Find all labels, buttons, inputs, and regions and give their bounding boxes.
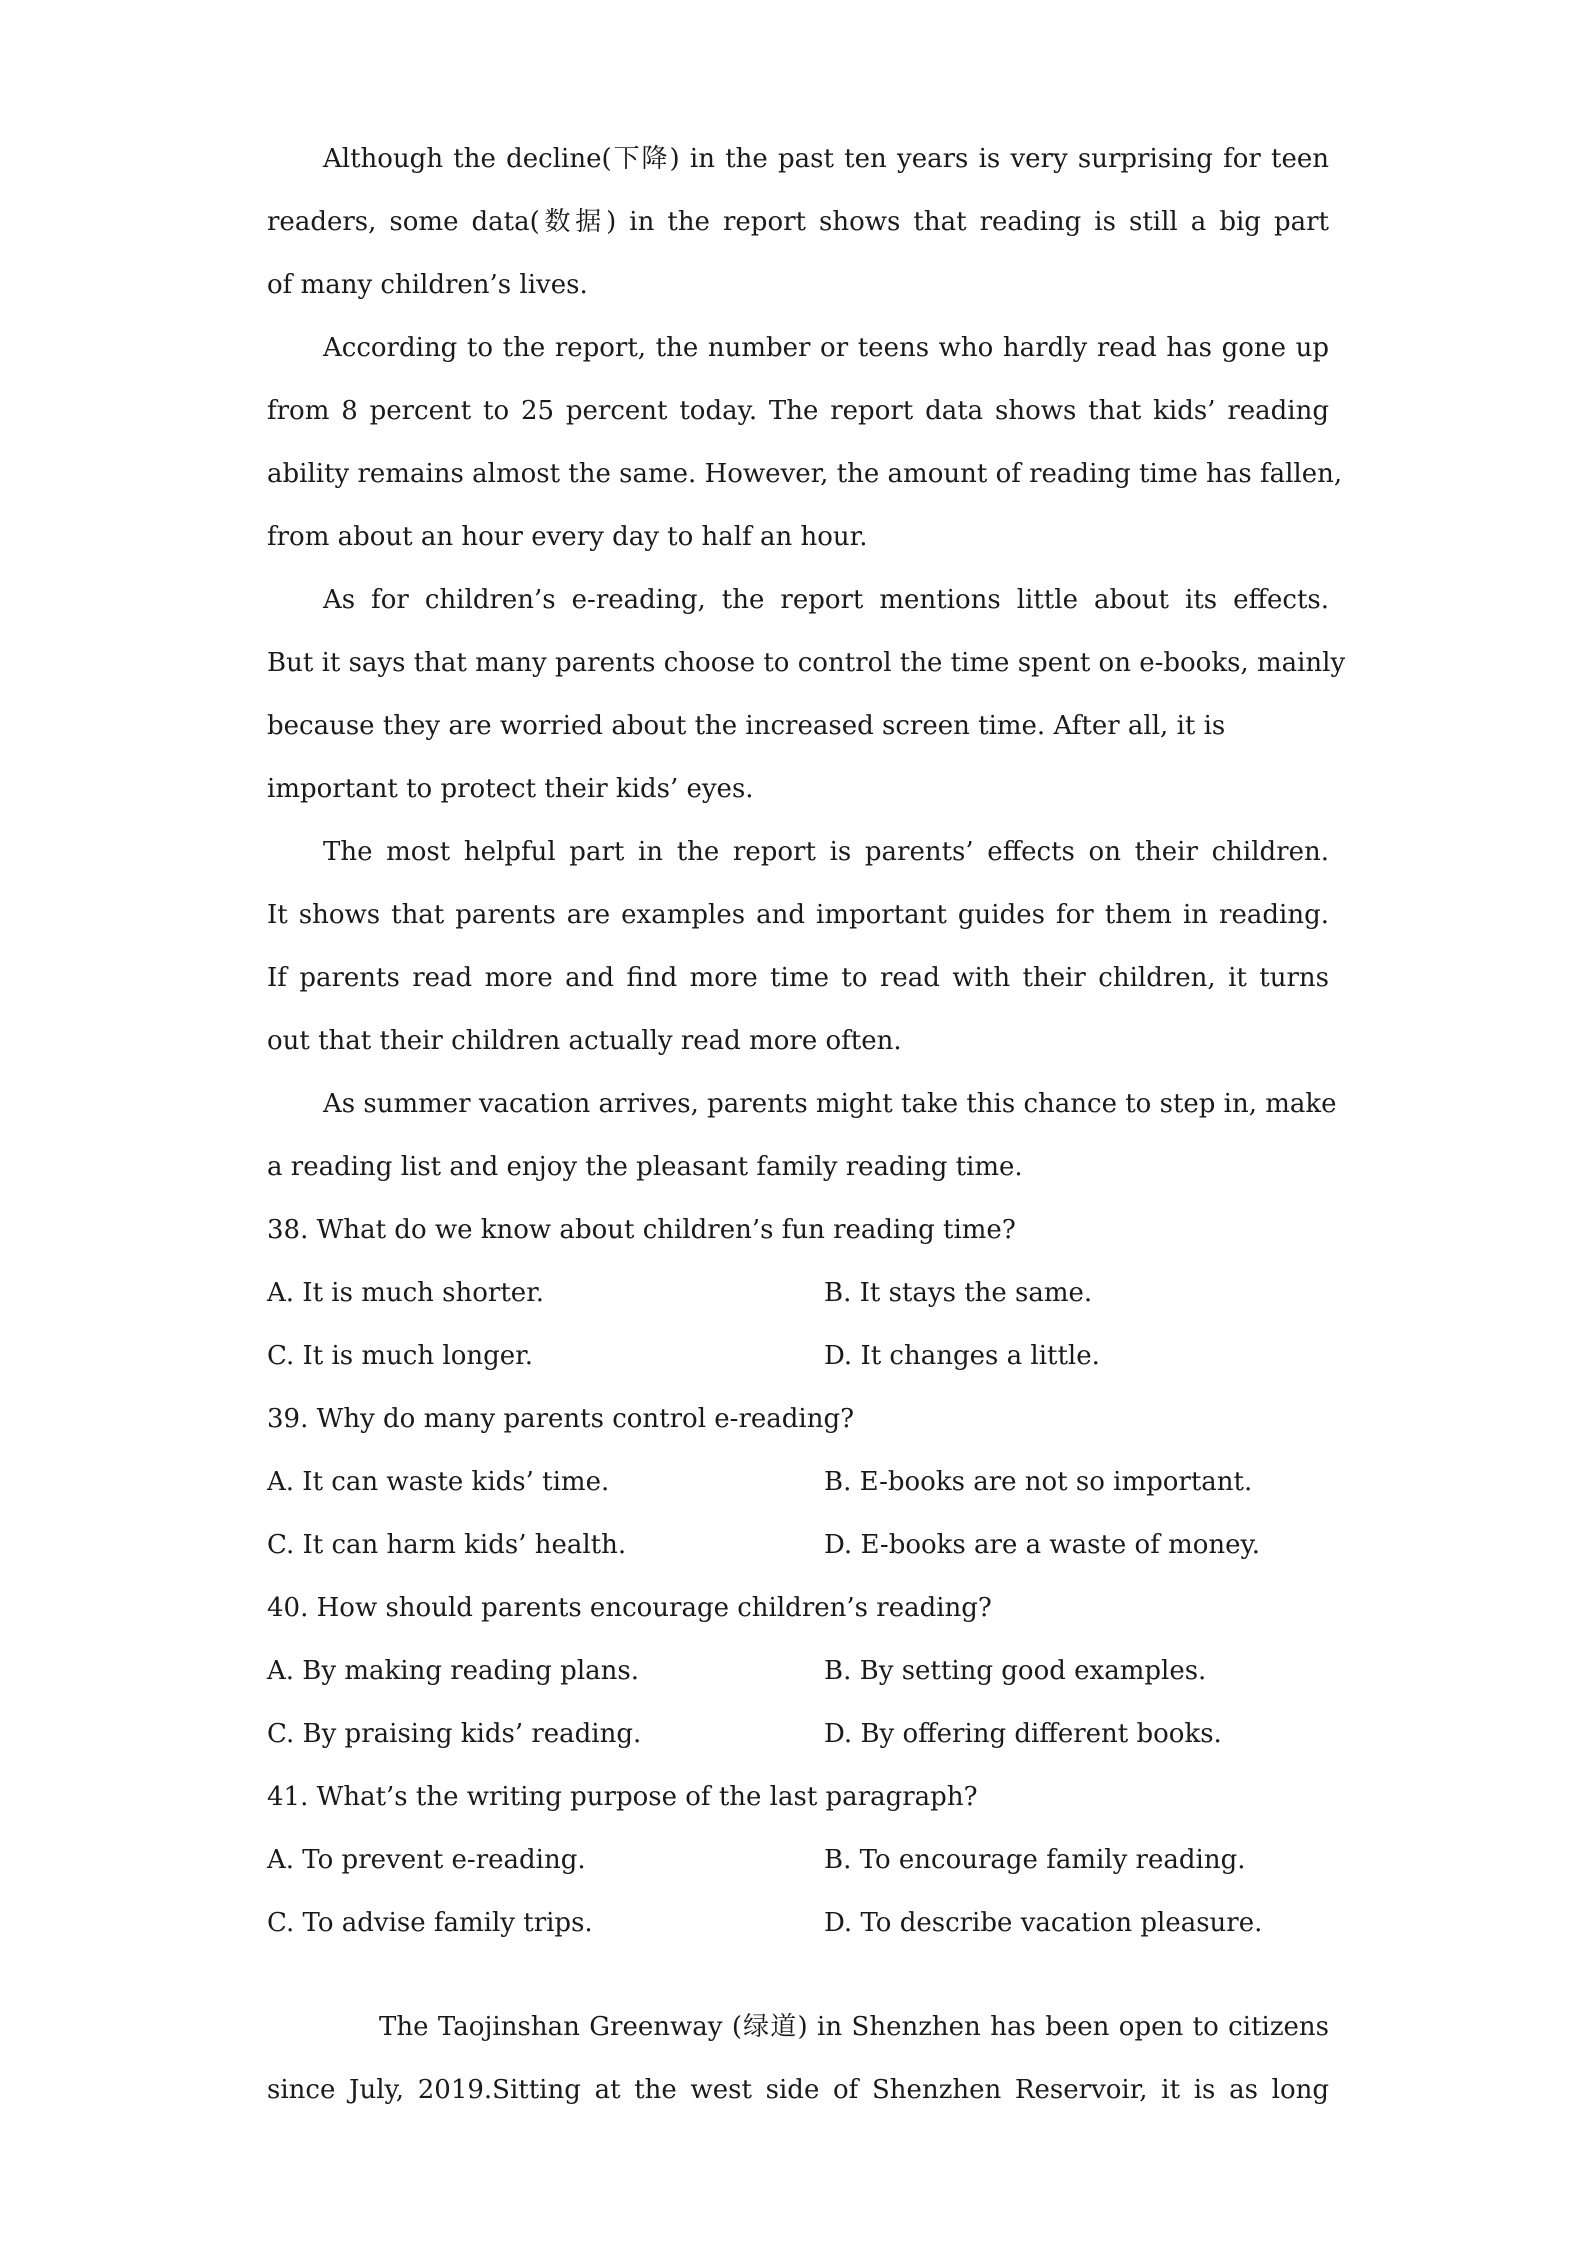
section-gap bbox=[267, 1955, 1329, 1996]
question-stem: 38. What do we know about children’s fun reading time? bbox=[267, 1215, 1016, 1245]
text-line: As summer vacation arrives, parents might take this chance to step in, make bbox=[323, 1089, 1337, 1119]
option-d: D. By offering different books. bbox=[824, 1719, 1222, 1749]
question-41 bbox=[267, 1766, 1329, 1955]
option-row bbox=[267, 1892, 1329, 1955]
option-d: D. E-books are a waste of money. bbox=[824, 1530, 1261, 1560]
option-row bbox=[267, 1262, 1329, 1325]
text-line: from about an hour every day to half an hour. bbox=[267, 522, 868, 552]
option-row bbox=[267, 1640, 1329, 1703]
option-d: D. It changes a little. bbox=[824, 1341, 1100, 1371]
question-stem: 39. Why do many parents control e-reading? bbox=[267, 1404, 855, 1434]
paragraph-1 bbox=[267, 128, 1329, 317]
text-line: But it says that many parents choose to control the time spent on e-books, mainly bbox=[267, 648, 1346, 678]
document-page bbox=[267, 128, 1346, 2122]
text-line: ability remains almost the same. However, the amount of reading time has fallen, bbox=[267, 459, 1343, 489]
question-stem: 40. How should parents encourage children’s reading? bbox=[267, 1593, 992, 1623]
option-c: C. By praising kids’ reading. bbox=[267, 1719, 642, 1749]
option-a: A. It is much shorter. bbox=[267, 1278, 545, 1308]
option-a: A. By making reading plans. bbox=[267, 1656, 639, 1686]
text-line: a reading list and enjoy the pleasant family reading time. bbox=[267, 1152, 1023, 1182]
passage-2 bbox=[267, 1996, 1329, 2122]
text-line: readers, some data(数据) in the report shows that reading is still a big part bbox=[267, 207, 1329, 237]
option-row bbox=[267, 1451, 1329, 1514]
text-line: It shows that parents are examples and important guides for them in reading. bbox=[267, 900, 1329, 930]
option-a: A. To prevent e-reading. bbox=[267, 1845, 586, 1875]
question-40 bbox=[267, 1577, 1329, 1766]
option-d: D. To describe vacation pleasure. bbox=[824, 1908, 1263, 1938]
text-line: of many children’s lives. bbox=[267, 270, 588, 300]
question-39 bbox=[267, 1388, 1329, 1577]
paragraph-2 bbox=[267, 317, 1343, 569]
paragraph-4 bbox=[267, 821, 1329, 1073]
text-line: As for children’s e-reading, the report mentions little about its effects. bbox=[323, 585, 1329, 615]
option-c: C. It is much longer. bbox=[267, 1341, 533, 1371]
text-line: since July, 2019.Sitting at the west side of Shenzhen Reservoir, it is as long bbox=[267, 2075, 1329, 2105]
option-row bbox=[267, 1325, 1329, 1388]
option-b: B. To encourage family reading. bbox=[824, 1845, 1246, 1875]
option-c: C. It can harm kids’ health. bbox=[267, 1530, 627, 1560]
option-a: A. It can waste kids’ time. bbox=[267, 1467, 610, 1497]
text-line: because they are worried about the increased screen time. After all, it is bbox=[267, 711, 1226, 741]
text-line: According to the report, the number or teens who hardly read has gone up bbox=[323, 333, 1329, 363]
option-row bbox=[267, 1703, 1329, 1766]
text-line: Although the decline(下降) in the past ten years is very surprising for teen bbox=[323, 144, 1329, 174]
option-row bbox=[267, 1514, 1329, 1577]
question-38 bbox=[267, 1199, 1329, 1388]
text-line: out that their children actually read more often. bbox=[267, 1026, 902, 1056]
option-b: B. It stays the same. bbox=[824, 1278, 1093, 1308]
option-b: B. By setting good examples. bbox=[824, 1656, 1207, 1686]
text-line: The most helpful part in the report is parents’ effects on their children. bbox=[323, 837, 1329, 867]
text-line: If parents read more and find more time to read with their children, it turns bbox=[267, 963, 1329, 993]
paragraph-3 bbox=[267, 569, 1346, 821]
question-stem: 41. What’s the writing purpose of the last paragraph? bbox=[267, 1782, 978, 1812]
text-line: important to protect their kids’ eyes. bbox=[267, 774, 754, 804]
option-b: B. E-books are not so important. bbox=[824, 1467, 1253, 1497]
text-line: The Taojinshan Greenway (绿道) in Shenzhen has been open to citizens bbox=[379, 2012, 1329, 2042]
option-row bbox=[267, 1829, 1329, 1892]
text-line: from 8 percent to 25 percent today. The report data shows that kids’ reading bbox=[267, 396, 1329, 426]
paragraph-5 bbox=[267, 1073, 1337, 1199]
option-c: C. To advise family trips. bbox=[267, 1908, 593, 1938]
